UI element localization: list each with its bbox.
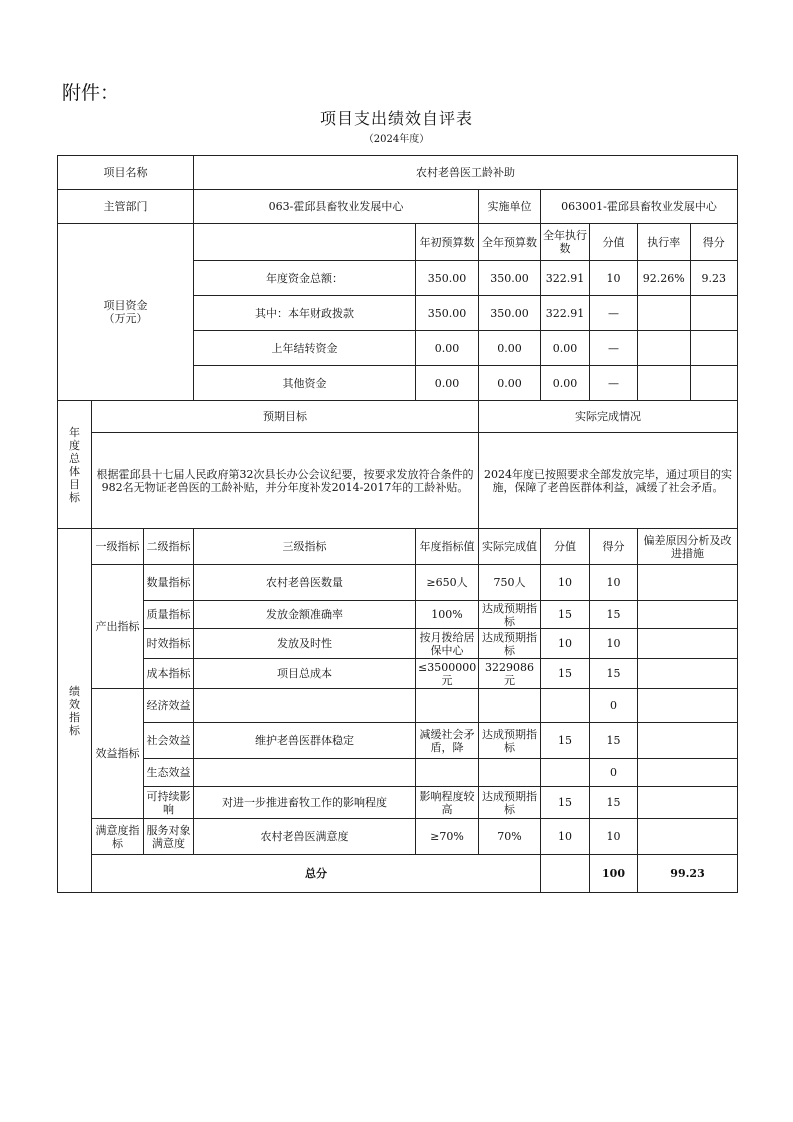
funds-cell: — — [590, 366, 638, 401]
funds-cell: 0.00 — [416, 366, 479, 401]
page-title: 项目支出绩效自评表 — [319, 109, 473, 128]
funds-header: 分值 — [590, 224, 638, 261]
funds-row-label: 年度资金总额： — [194, 261, 416, 296]
actual-result-header: 实际完成情况 — [479, 401, 738, 433]
indicator-target: ≥650人 — [416, 565, 479, 601]
total-score: 99.23 — [638, 855, 738, 893]
funds-header-blank — [194, 224, 416, 261]
expected-goal-text: 根据霍邱县十七届人民政府第32次县长办公会议纪要，按要求发放符合条件的982名无物证老兽医的工龄补贴，并分年度补发2014-2017年的工龄补贴。 — [92, 433, 479, 529]
indicator-l2: 时效指标 — [144, 629, 194, 659]
funds-cell: 0.00 — [541, 366, 590, 401]
indicator-header: 实际完成值 — [479, 529, 541, 565]
indicator-target: 影响程度较高 — [416, 787, 479, 819]
funds-cell: 350.00 — [479, 261, 541, 296]
indicator-score-val — [541, 759, 590, 787]
indicator-l2: 社会效益 — [144, 723, 194, 759]
indicator-l3: 农村老兽医满意度 — [194, 819, 416, 855]
funds-cell: 9.23 — [701, 271, 727, 285]
indicator-score: 15 — [590, 723, 638, 759]
indicator-l3 — [194, 689, 416, 723]
indicator-actual: 达成预期指标 — [479, 787, 541, 819]
indicator-actual — [479, 759, 541, 787]
indicator-header: 分值 — [541, 529, 590, 565]
indicator-actual — [479, 689, 541, 723]
indicator-target: 100% — [416, 601, 479, 629]
funds-cell: 0.00 — [416, 331, 479, 366]
indicator-score-val: 10 — [541, 629, 590, 659]
funds-header: 全年预算数 — [479, 224, 541, 261]
total-score-val: 100 — [590, 855, 638, 893]
indicator-note — [638, 787, 738, 819]
indicator-actual: 达成预期指标 — [479, 601, 541, 629]
impl-unit-label: 实施单位 — [479, 190, 541, 224]
indicator-score: 15 — [590, 601, 638, 629]
indicator-l3: 对进一步推进畜牧工作的影响程度 — [194, 787, 416, 819]
indicator-l3: 发放金额准确率 — [194, 601, 416, 629]
indicator-l2: 可持续影响 — [144, 787, 194, 819]
dept-value: 063-霍邱县畜牧业发展中心 — [194, 190, 479, 224]
funds-cell: 0.00 — [541, 331, 590, 366]
funds-cell: 92.26% — [638, 261, 690, 295]
indicator-l2: 服务对象满意度 — [144, 819, 194, 855]
indicator-note — [638, 759, 738, 787]
funds-cell: 350.00 — [479, 296, 541, 331]
indicator-target — [416, 759, 479, 787]
funds-cell — [638, 331, 690, 365]
funds-cell-pair — [638, 331, 738, 366]
benefit-indicator-label: 效益指标 — [92, 689, 144, 819]
funds-cell: 350.00 — [416, 296, 479, 331]
funds-header: 年初预算数 — [416, 224, 479, 261]
funds-header-pair — [638, 224, 738, 261]
funds-cell: 322.91 — [541, 261, 590, 296]
funds-cell-pair — [638, 261, 738, 296]
indicator-l2: 经济效益 — [144, 689, 194, 723]
total-blank — [541, 855, 590, 893]
funds-header: 全年执行数 — [541, 224, 590, 261]
indicator-header: 得分 — [590, 529, 638, 565]
indicator-actual: 达成预期指标 — [479, 629, 541, 659]
indicator-score-val: 10 — [541, 819, 590, 855]
funds-cell: 10 — [590, 261, 638, 296]
indicator-l2: 成本指标 — [144, 659, 194, 689]
indicator-note — [638, 723, 738, 759]
indicator-note — [638, 659, 738, 689]
indicator-target: ≤3500000元 — [416, 659, 479, 689]
indicator-target: ≥70% — [416, 819, 479, 855]
funds-cell: 0.00 — [479, 366, 541, 401]
indicator-header: 偏差原因分析及改进措施 — [638, 529, 738, 565]
indicator-score-val: 15 — [541, 601, 590, 629]
indicator-score: 15 — [590, 659, 638, 689]
indicator-score: 10 — [590, 819, 638, 855]
funds-cell — [638, 366, 690, 400]
actual-result-text: 2024年度已按照要求全部发放完毕，通过项目的实施，保障了老兽医群体利益，减缓了社会矛盾。 — [479, 433, 738, 529]
total-label: 总分 — [92, 855, 541, 893]
funds-row-label: 其他资金 — [194, 366, 416, 401]
funds-cell: — — [590, 296, 638, 331]
year-subtitle: （2024年度） — [363, 134, 430, 145]
indicator-l2: 质量指标 — [144, 601, 194, 629]
dept-label: 主管部门 — [58, 190, 194, 224]
funds-cell — [638, 296, 690, 330]
satisfaction-indicator-label: 满意度指标 — [92, 819, 144, 855]
indicator-l3: 农村老兽医数量 — [194, 565, 416, 601]
indicator-note — [638, 601, 738, 629]
indicator-actual: 70% — [479, 819, 541, 855]
indicator-target: 减缓社会矛盾，降 — [416, 723, 479, 759]
funds-cell: 322.91 — [541, 296, 590, 331]
indicator-header: 三级指标 — [194, 529, 416, 565]
indicator-score: 0 — [590, 759, 638, 787]
indicator-l2: 生态效益 — [144, 759, 194, 787]
indicator-target: 按月拨给居保中心 — [416, 629, 479, 659]
funds-row-label: 其中：本年财政拨款 — [194, 296, 416, 331]
funds-header: 执行率 — [638, 224, 690, 260]
indicator-header: 二级指标 — [144, 529, 194, 565]
funds-cell-pair — [638, 366, 738, 401]
indicator-note — [638, 689, 738, 723]
project-name-label: 项目名称 — [58, 156, 194, 190]
indicator-score: 10 — [590, 629, 638, 659]
indicator-l3 — [194, 759, 416, 787]
attachment-label: 附件： — [62, 82, 120, 104]
funds-header: 得分 — [702, 235, 725, 249]
indicators-label: 绩 效 指 标 — [58, 529, 92, 893]
indicator-score-val — [541, 689, 590, 723]
indicator-note — [638, 819, 738, 855]
indicator-header: 年度指标值 — [416, 529, 479, 565]
funds-cell: 350.00 — [416, 261, 479, 296]
funds-label: 项目资金 （万元） — [58, 224, 194, 401]
indicator-actual: 达成预期指标 — [479, 723, 541, 759]
indicator-score-val: 15 — [541, 723, 590, 759]
indicator-actual: 3229086元 — [479, 659, 541, 689]
funds-cell — [690, 366, 737, 400]
funds-cell — [690, 296, 737, 330]
indicator-score-val: 10 — [541, 565, 590, 601]
expected-goal-header: 预期目标 — [92, 401, 479, 433]
indicator-l2: 数量指标 — [144, 565, 194, 601]
indicator-score-val: 15 — [541, 659, 590, 689]
funds-cell — [690, 331, 737, 365]
impl-unit-value: 063001-霍邱县畜牧业发展中心 — [541, 190, 738, 224]
funds-cell-pair — [638, 296, 738, 331]
indicator-score: 0 — [590, 689, 638, 723]
indicator-header: 一级指标 — [92, 529, 144, 565]
funds-cell: 0.00 — [479, 331, 541, 366]
funds-row-label: 上年结转资金 — [194, 331, 416, 366]
indicator-score: 10 — [590, 565, 638, 601]
project-name-value: 农村老兽医工龄补助 — [194, 156, 738, 190]
indicator-l3: 维护老兽医群体稳定 — [194, 723, 416, 759]
indicator-score-val: 15 — [541, 787, 590, 819]
funds-cell: — — [590, 331, 638, 366]
indicator-score: 15 — [590, 787, 638, 819]
indicator-target — [416, 689, 479, 723]
indicator-l3: 发放及时性 — [194, 629, 416, 659]
output-indicator-label: 产出指标 — [92, 565, 144, 689]
indicator-note — [638, 565, 738, 601]
indicator-note — [638, 629, 738, 659]
indicator-l3: 项目总成本 — [194, 659, 416, 689]
self-evaluation-table — [57, 155, 738, 893]
indicator-actual: 750人 — [479, 565, 541, 601]
goals-label: 年 度 总 体 目 标 — [58, 401, 92, 529]
